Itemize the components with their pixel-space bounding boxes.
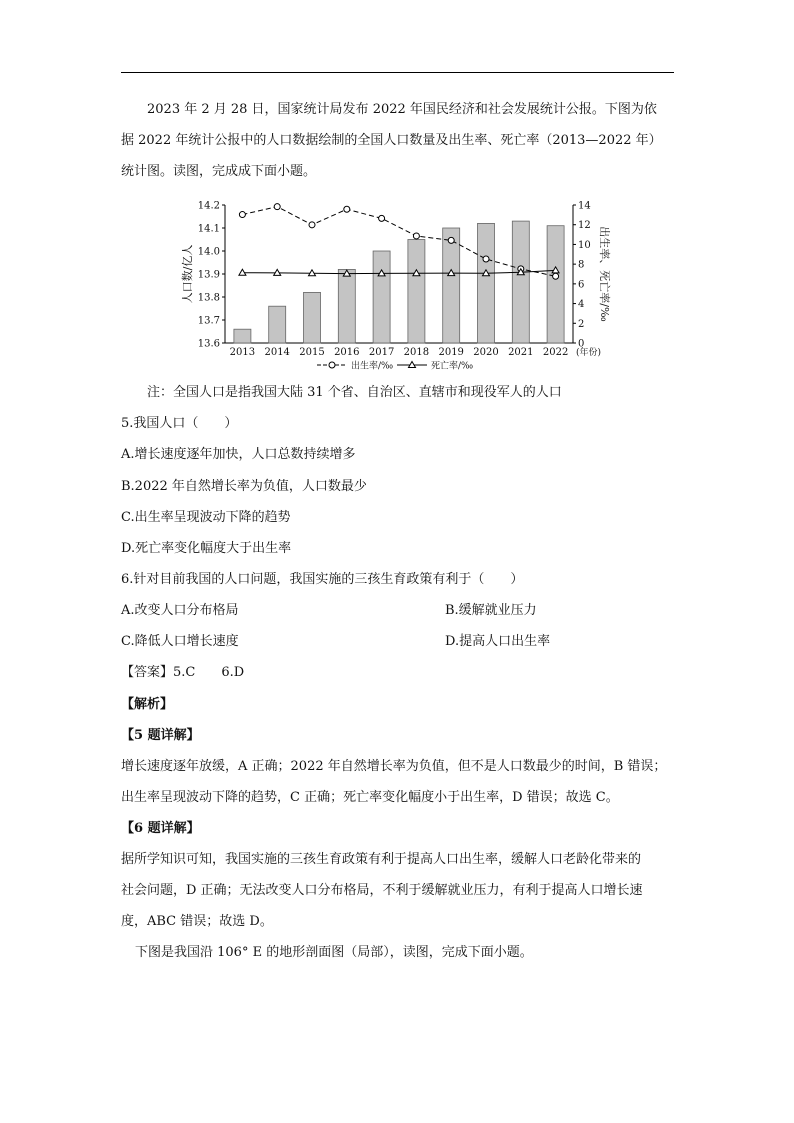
birth-rate-point	[239, 212, 245, 218]
answer-line: 【答案】5.C 6.D	[121, 665, 245, 680]
population-bar	[547, 226, 564, 343]
birth-rate-point	[309, 222, 315, 228]
x-tick-label: 2015	[299, 347, 325, 358]
x-unit-label: (年份)	[576, 348, 602, 358]
population-bar	[373, 251, 390, 343]
death-rate-point	[239, 269, 246, 275]
x-tick-label: 2021	[508, 347, 534, 358]
birth-rate-point	[274, 204, 280, 210]
legend-birth-marker	[329, 362, 335, 368]
d5-title: 【5 题详解】	[121, 728, 200, 743]
q6-option-d: D.提高人口出生率	[445, 634, 551, 649]
d6-line-3: 度，ABC 错误；故选 D。	[121, 914, 273, 929]
left-tick-label: 13.6	[197, 338, 220, 350]
q5-option-c: C.出生率呈现波动下降的趋势	[121, 510, 291, 525]
d6-line-1: 据所学知识可知，我国实施的三孩生育政策有利于提高人口出生率，缓解人口老龄化带来的	[121, 852, 642, 867]
next-question-intro: 下图是我国沿 106° E 的地形剖面图（局部），读图，完成下面小题。	[135, 945, 533, 960]
q6-option-b: B.缓解就业压力	[445, 603, 537, 618]
left-tick-label: 13.8	[197, 292, 220, 304]
left-axis-title: 人口数/亿人	[181, 244, 194, 304]
q5-option-a: A.增长速度逐年加快，人口总数持续增多	[121, 447, 356, 462]
q6-stem: 6.针对目前我国的人口问题，我国实施的三孩生育政策有利于（ ）	[121, 572, 524, 587]
right-tick-label: 12	[578, 220, 591, 232]
rate-lines	[239, 204, 559, 280]
right-tick-label: 10	[578, 239, 591, 251]
birth-rate-point	[483, 256, 489, 262]
right-tick-label: 4	[578, 299, 585, 311]
population-chart	[175, 195, 615, 375]
right-tick-label: 0	[578, 338, 585, 350]
population-bar	[338, 269, 355, 343]
d6-line-2: 社会问题，D 正确；无法改变人口分布格局，不利于缓解就业压力，有利于提高人口增长速	[121, 883, 643, 898]
chart-note: 注：全国人口是指我国大陆 31 个省、自治区、直辖市和现役军人的人口	[147, 385, 562, 400]
d5-line-2: 出生率呈现波动下降的趋势，C 正确；死亡率变化幅度小于出生率，D 错误；故选 C。	[121, 790, 619, 805]
population-bar	[234, 329, 251, 343]
population-bar	[478, 223, 495, 343]
population-bar	[269, 306, 286, 343]
right-tick-label: 8	[578, 259, 585, 271]
x-tick-label: 2016	[334, 347, 360, 358]
legend-death-label: 死亡率/‰	[431, 361, 474, 372]
d6-title: 【6 题详解】	[121, 821, 200, 836]
population-bar	[408, 240, 425, 344]
x-tick-label: 2018	[403, 347, 430, 358]
x-tick-label: 2017	[368, 347, 395, 358]
legend-birth-label: 出生率/‰	[351, 361, 394, 372]
population-bar	[304, 292, 321, 343]
x-tick-label: 2014	[264, 347, 290, 358]
q5-option-b: B.2022 年自然增长率为负值，人口数最少	[121, 479, 367, 494]
birth-rate-line	[242, 207, 555, 277]
x-tick-label: 2013	[229, 347, 256, 358]
birth-rate-point	[344, 206, 350, 212]
left-tick-label: 13.7	[197, 315, 220, 327]
right-tick-label: 2	[578, 318, 585, 330]
x-tick-label: 2020	[473, 347, 499, 358]
birth-rate-point	[448, 237, 454, 243]
intro-line-3: 统计图。读图，完成成下面小题。	[121, 164, 317, 179]
analysis-heading: 【解析】	[121, 697, 174, 712]
birth-rate-point	[413, 233, 419, 239]
intro-line-2: 据 2022 年统计公报中的人口数据绘制的全国人口数量及出生率、死亡率（2013—2022 年）	[121, 133, 662, 148]
left-tick-label: 14.0	[197, 246, 220, 258]
q5-option-d: D.死亡率变化幅度大于出生率	[121, 541, 292, 556]
intro-line-1: 2023 年 2 月 28 日，国家统计局发布 2022 年国民经济和社会发展统计公报。下图为依	[147, 102, 657, 117]
q6-option-c: C.降低人口增长速度	[121, 634, 239, 649]
right-tick-label: 14	[578, 200, 591, 212]
population-bar	[512, 221, 529, 343]
x-tick-label: 2019	[438, 347, 464, 358]
left-tick-label: 14.1	[197, 223, 220, 235]
left-tick-label: 13.9	[197, 269, 220, 281]
right-tick-label: 6	[578, 279, 585, 291]
birth-rate-point	[553, 273, 559, 279]
right-axis-title: 出生率、死亡率/‰	[598, 226, 611, 322]
population-bars	[234, 221, 564, 343]
d5-line-1: 增长速度逐年放缓，A 正确；2022 年自然增长率为负值，但不是人口数最少的时间，B 错误；	[121, 759, 667, 774]
left-tick-label: 14.2	[197, 200, 220, 212]
q6-option-a: A.改变人口分布格局	[121, 603, 239, 618]
header-rule	[121, 72, 674, 73]
death-rate-line	[242, 270, 555, 273]
q5-stem: 5.我国人口（ ）	[121, 416, 238, 431]
x-tick-label: 2022	[542, 347, 569, 358]
population-bar	[443, 228, 460, 343]
birth-rate-point	[379, 215, 385, 221]
